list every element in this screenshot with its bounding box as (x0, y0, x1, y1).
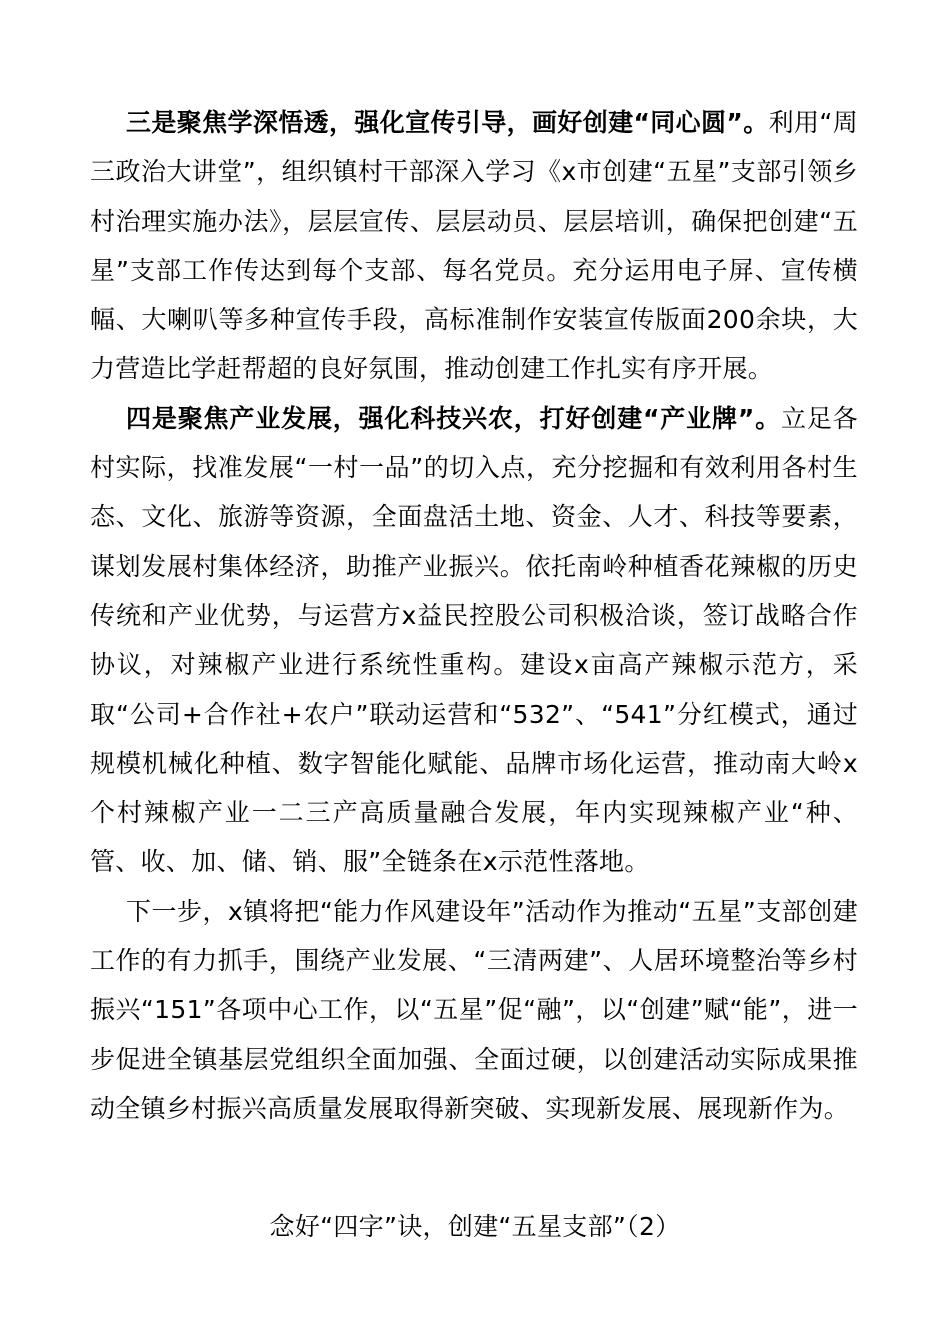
paragraph-propaganda (90, 98, 858, 394)
paragraph-heading: 四是聚焦产业发展，强化科技兴农，打好创建“产业牌”。 (126, 403, 781, 433)
paragraph-next-steps (90, 887, 858, 1133)
paragraph-heading: 三是聚焦学深悟透，强化宣传引导，画好创建“同心圆”。 (126, 108, 769, 137)
paragraph-industry (90, 394, 858, 887)
next-section-title: 念好“四字”诀，创建“五星支部”（2） (269, 1212, 681, 1241)
paragraph-text: 利用“周三政治大讲堂”，组织镇村干部深入学习《x市创建“五星”支部引领乡村治理实施办法》，层层宣传、层层动员、层层培训，确保把创建“五星”支部工作传达到每个支部、每名党员。充分运用电子屏、宣传横幅、大喇叭等多种宣传手段，高标准制作安装宣传版面200余块，大力营造比学赶帮超的良好氛围，推动创建工作扎实有序开展。 (90, 108, 859, 384)
paragraph-text: 下一步，x镇将把“能力作风建设年”活动作为推动“五星”支部创建工作的有力抓手，围绕产业发展、“三清两建”、人居环境整治等乡村振兴“151”各项中心工作，以“五星”促“融”，以“创建”赋“能”，进一步促进全镇基层党组织全面加强、全面过硬，以创建活动实际成果推动全镇乡村振兴高质量发展取得新突破、实现新发展、展现新作为。 (90, 896, 858, 1123)
document-body (90, 98, 858, 1133)
paragraph-text: 立足各村实际，找准发展“一村一品”的切入点，充分挖掘和有效利用各村生态、文化、旅游等资源，全面盘活土地、资金、人才、科技等要素，谋划发展村集体经济，助推产业振兴。依托南岭种植香花辣椒的历史传统和产业优势，与运营方x益民控股公司积极洽谈，签订战略合作协议，对辣椒产业进行系统性重构。建设x亩高产辣椒示范方，采取“公司+合作社+农户”联动运营和“532”、“541”分红模式，通过规模机械化种植、数字智能化赋能、品牌市场化运营，推动南大岭x个村辣椒产业一二三产高质量融合发展，年内实现辣椒产业“种、管、收、加、储、销、服”全链条在x示范性落地。 (90, 403, 858, 877)
